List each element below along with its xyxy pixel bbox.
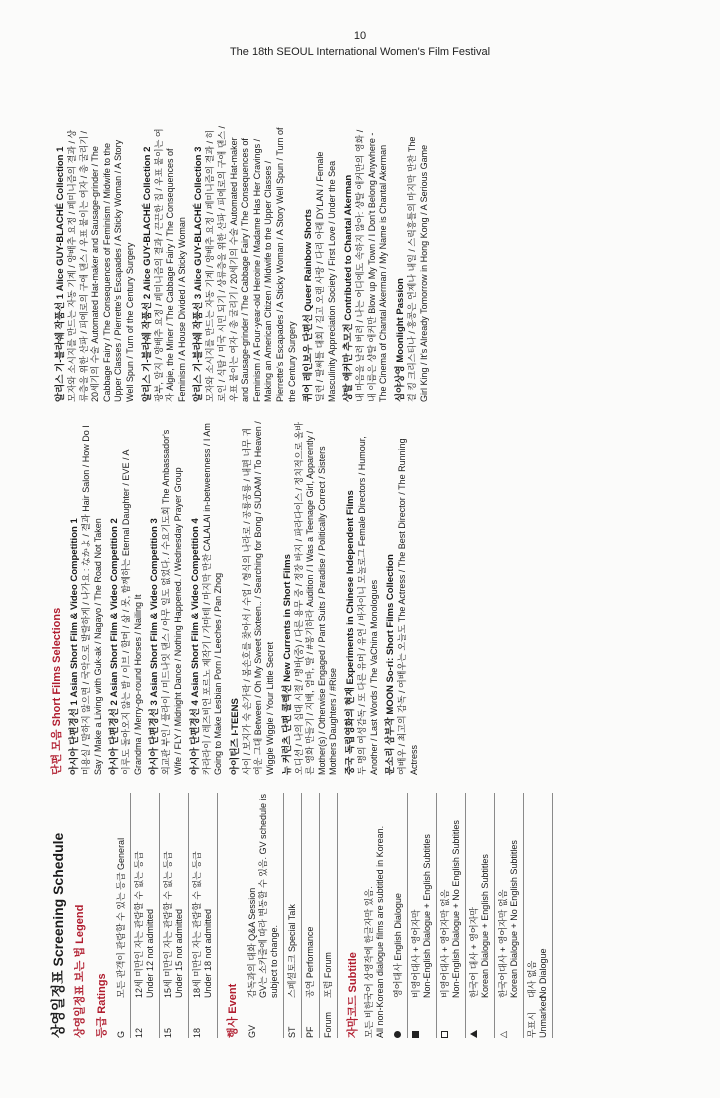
film-block-list: 두 명의 여성감독 / 또 다른 유머 / 유언 / 바자이니 모놀로그 Female Directors / Humour, Another / Last Words / The VaChina Monologues <box>356 436 379 775</box>
subtitle-code: 무표시 Unmarked <box>527 996 548 1038</box>
event-english: Forum <box>323 952 333 979</box>
subtitle-korean: 한국어대사 + 영어자막 없음 <box>498 889 508 998</box>
rating-desc <box>192 793 214 998</box>
subtitle-note <box>364 793 386 1038</box>
subtitle-section <box>346 793 553 1038</box>
page-header <box>0 30 720 59</box>
short-films-title: 단편 모음 Short Films Selections <box>51 607 63 775</box>
film-block <box>109 420 144 775</box>
subtitle-note-english: All non-Korean dialogue films are subtitled in Korean. <box>375 825 385 1038</box>
subtitle-english: No Dialogue <box>538 948 548 998</box>
rating-english: Under 18 not admitted <box>203 908 213 998</box>
subtitle-note-korean: 모든 비한국어 상영작에 한글자막 있음. <box>364 886 374 1038</box>
film-block-heading: 아시아 단편경선 1 Asian Short Film & Video Competition 1 <box>69 518 80 775</box>
film-block-list: 미용실 / 말하지 않으면 / 국악으로 발랄하게 / 나가요 : なかよ / 결과 Hair Salon / How Do I Say / Make a Living with Guk-ak / Nagayo / The Road Not Taken <box>81 425 103 775</box>
film-block-list: 모자와 소시지를 만드는 자동 기계 / 양배추 요정 / 페미니즘의 결과 / 상류층을 위한 산파 / 피에로의 구애 댄스 / 우표 붙이는 여자 / 총 굴리기 / 20세기의 수술 Automated Hat-maker and Sausage-grinder / The Cabbage Fairy / The Consequences of Feminism / Midwife to the Upper Classes / Pierrette's Escapades / A Sticky Woman / A Story Well Spun / Turn of the Century Surgery <box>67 129 135 402</box>
rating-code: G <box>116 1030 126 1038</box>
film-block-list: 딜런 / 팔써틀 대회 / 길고 오랜 사랑 / 다리 아래 DYLAN / Female Masculinity Appreciation Society / First Love / Under the Sea <box>315 151 337 402</box>
rating-korean: 모든 관객이 관람할 수 있는 등급 <box>116 872 126 998</box>
rating-korean: 18세 미만인 자는 관람할 수 없는 등급 <box>192 851 202 998</box>
rating-english: General <box>116 837 126 870</box>
rating-korean: 12세 미만인 자는 관람할 수 없는 등급 <box>134 851 144 998</box>
subtitle-desc <box>440 793 462 998</box>
event-desc <box>305 793 316 998</box>
subtitle-row <box>466 793 495 1038</box>
subtitle-title: 자막코드 Subtitle <box>347 952 359 1038</box>
filled-triangle-icon <box>470 1030 477 1038</box>
hollow-triangle-icon: △ <box>498 1031 508 1038</box>
film-block-list: 이루도 돌아오지 않는 밤 / 이브 / 할머 / 삶 / 못, 함께하는 Eternal Daughter / EVE / A Grandma / Merry-go-round Horses / Nailing It <box>121 450 143 775</box>
subtitle-korean: 비영어대사 + 영어자막 <box>411 909 421 998</box>
film-block <box>69 420 104 775</box>
subtitle-row <box>524 793 553 1038</box>
subtitle-english: Non-English Dialogue + No English Subtitles <box>451 820 461 998</box>
subtitle-korean: 대사 없음 <box>527 960 537 998</box>
event-korean: 감독과의 대화 <box>247 943 257 998</box>
subtitle-desc <box>527 793 549 998</box>
subtitle-english: English Dialogue <box>393 893 403 961</box>
film-block-heading: 샹탈 애커만 추모전 Contributed to Chantal Akerman <box>343 174 355 402</box>
film-block <box>385 420 420 775</box>
film-block-heading: 뉴 커런츠 단편 콜렉션 New Currents in Short Films <box>281 554 293 775</box>
subtitle-code <box>440 998 462 1038</box>
rating-desc <box>163 793 185 998</box>
film-block-heading: 아시아 단편경선 3 Asian Short Film & Video Competition 3 <box>149 518 161 775</box>
subtitle-desc <box>498 793 520 998</box>
rating-english: Under 12 not admitted <box>145 908 155 998</box>
rating-code: 18 <box>192 1027 202 1038</box>
film-block-heading: 알리스 기-블라쉐 작품선 3 Alice GUY-BLACHÉ Collection 3 <box>193 146 205 402</box>
event-row <box>302 793 320 1038</box>
subtitle-english: Non-English Dialogue + English Subtitles <box>422 834 432 998</box>
short-films-column-2 <box>50 122 430 402</box>
subtitle-row <box>390 793 408 1038</box>
event-english: Q&A Session <box>247 887 257 941</box>
film-block-list: 사이 / 보지가 숙 손가락 / 봄손호를 찾아서 / 수업 / 형식의 나라로 / 공룡공룡 / 내편 너무 귀여운 그대 Between / Oh My Sweet Sixteen.. / Searching for Bong / SUDAM / To Heaven / Wiggle Wiggle / Your Little Secret <box>241 421 275 775</box>
film-block-list: 여배우 / 최고의 감독 / 여배우는 오늘도 The Actress / The Best Director / The Running Actress <box>397 438 419 775</box>
subtitle-code <box>498 998 520 1038</box>
event-row <box>284 793 302 1038</box>
film-block-heading: 아시아 단편경선 4 Asian Short Film & Video Competition 4 <box>189 518 201 775</box>
film-block <box>55 122 137 402</box>
film-block <box>193 122 298 402</box>
ratings-section <box>95 793 218 1038</box>
schedule-title: 상영일정표 Screening Schedule <box>50 832 66 1038</box>
subtitle-code <box>393 998 404 1038</box>
event-row <box>320 793 338 1038</box>
event-title: 행사 Event <box>227 983 239 1038</box>
rating-row <box>113 793 131 1038</box>
event-section <box>226 793 338 1038</box>
legend-column <box>50 793 553 1038</box>
rating-row <box>160 793 189 1038</box>
subtitle-english: Korean Dialogue + No English Subtitles <box>509 840 519 998</box>
film-block <box>190 420 225 775</box>
film-block-list: 외교관 부인 / 플라이 / 미드나잇 댄스 / 아무 일도 없었다. / 수요기도회 The Ambassador's Wife / FLY / Midnight Dance / Nothing Happened. / Wednesday Prayer Group <box>161 429 183 775</box>
subtitle-row <box>437 793 466 1038</box>
short-films-column-1 <box>50 420 420 775</box>
event-korean: 공연 <box>305 980 315 998</box>
subtitle-desc <box>469 793 491 998</box>
film-block-list: 카라라이 / 레즈비언 포르노 제작기 / 가마테 / 마지막 만찬 CALALAI in-betweenness / I Am Going to Make Lesbian Porn / Leeches / Pan Zhog <box>201 423 224 775</box>
film-block <box>343 122 390 402</box>
film-block-list: 걸 킹 크리스티나 / 홍콩은 언제나 내일 / 스릭흥틀의 마지막 만찬 The Girl King / It's Already Tomorrow in Hong Kong / A Serious Game <box>407 136 429 402</box>
legend-title: 상영일정표 보는 법 Legend <box>74 904 86 1038</box>
film-block <box>395 122 430 402</box>
film-block <box>345 420 380 775</box>
film-block-heading: 알리스 기-블라쉐 작품선 2 Alice GUY-BLACHÉ Collection 2 <box>141 146 153 402</box>
schedule-columns <box>50 108 630 1038</box>
subtitle-row <box>495 793 524 1038</box>
film-block-heading: 아시아 단편경선 2 Asian Short Film & Video Competition 2 <box>109 518 121 775</box>
rotated-content <box>0 98 640 1098</box>
rating-english: Under 15 not admitted <box>174 908 184 998</box>
event-english: Performance <box>305 926 315 979</box>
rating-korean: 15세 미만인 자는 관람할 수 없는 등급 <box>163 851 173 998</box>
film-block-list: 광부, 알지 / 양배추 요정 / 페미니즘의 결과 / 끈끈한 집 / 우표 붙이는 여자 Algie, the Miner / The Cabbage Fairy / The Consequences of Feminism / A House Divided / A Sticky Woman <box>153 128 187 402</box>
page-number: 10 <box>353 30 367 42</box>
festival-name: The 18th SEOUL International Women's Film Festival <box>229 46 491 58</box>
subtitle-code <box>411 998 433 1038</box>
film-block-heading: 아이틴즈 I-TEENS <box>229 698 241 775</box>
event-code: ST <box>287 1026 297 1038</box>
rating-code: 15 <box>163 1027 173 1038</box>
film-block-heading: 심야상영 Moonlight Passion <box>395 278 407 402</box>
hollow-square-icon <box>441 1031 448 1038</box>
filled-square-icon <box>412 1031 419 1038</box>
film-block <box>282 420 340 775</box>
film-block-list: 내 마음을 날려 버려 / 나는 어디에도 속하지 않아: 샹탈 애커만의 영화 / 내 이름은 샹탈 애커만 Blow up My Town / I Don't Belong Anywhere - The Cinema of Chantal Akerman / My Name is Chantal Akerman <box>355 129 389 402</box>
subtitle-desc <box>411 793 433 998</box>
subtitle-korean: 한국어 대사 + 영어자막 <box>469 906 479 998</box>
film-block-heading: 알리스 기-블라쉐 작품선 1 Alice GUY-BLACHÉ Collection 1 <box>55 146 66 402</box>
event-english: Special Talk <box>287 904 297 952</box>
film-block-list: 오디션 / 나의 십대 시절 / 명바(중) / 다른 용무 중 / 정장 바지 / 파라다이스 / 정치적으로 올바른 영화 만들기 / 지배, 엄마, 딸 / #봉기하라 Audition / I Was a Teenage Girl, Apparently / Mother(s) / Otherwise Engaged / Pant Suits / Paradise / Politically Correct / Sisters Mothers Daughters / #Rise <box>293 422 339 775</box>
rating-desc <box>134 793 156 998</box>
ratings-title: 등급 Ratings <box>96 973 108 1038</box>
subtitle-korean: 영어대사 <box>393 963 403 998</box>
event-code: PF <box>305 1026 315 1038</box>
filled-circle-icon <box>394 1031 401 1038</box>
event-code: Forum <box>323 1011 333 1038</box>
subtitle-english: Korean Dialogue + English Subtitles <box>480 854 490 998</box>
event-desc <box>247 793 280 998</box>
subtitle-korean: 비영어대사 + 영어자막 없음 <box>440 889 450 998</box>
film-block <box>303 122 338 402</box>
film-block-heading: 중국 독립영화의 현재 Experiments in Chinese Independent Films <box>344 490 356 775</box>
subtitle-row <box>408 793 437 1038</box>
film-block-heading: 퀴어 레인보우 단편선 Queer Rainbow Shorts <box>303 209 315 402</box>
event-note: GV는 소카줄에 따라 변동할 수 있음. GV schedule is subject to change. <box>258 793 279 998</box>
event-code: GV <box>247 1024 257 1038</box>
film-block <box>230 420 277 775</box>
film-block-heading: 문소리 삼부작 MOON So-ri: Short Films Collection <box>385 554 397 775</box>
event-korean: 스페셜토크 <box>287 954 297 998</box>
film-block-list: 모자와 소시지를 만드는 자동 기계 / 양배추 요정 / 페미니즘의 결과 / 히로인 / 식탐 / 미국 시민 되기 / 상류층을 위한 산파 / 피에로의 구애 댄스 / 우표 붙이는 여자 / 총 굴리기 / 20세기의 수술 Automated Hat-maker and Sausage-grinder / The Cabbage Fairy / The Consequences of Feminism / A Four-year-old Heroine / Madame Has Her Cravings / Making an American Citizen / Midwife to the Upper Classes / Pierrette's Escapades / A Sticky Woman / A Story Well Spun / Turn of the Century Surgery <box>205 125 297 402</box>
rating-desc <box>116 793 127 998</box>
rating-row <box>131 793 160 1038</box>
subtitle-code <box>469 998 491 1038</box>
rating-code: 12 <box>134 1027 144 1038</box>
event-row <box>244 793 284 1038</box>
rating-row <box>189 793 218 1038</box>
event-korean: 포럼 <box>323 980 333 998</box>
subtitle-desc <box>393 793 404 998</box>
event-desc <box>287 793 298 998</box>
film-block <box>142 122 189 402</box>
film-block <box>149 420 184 775</box>
event-desc <box>323 793 334 998</box>
